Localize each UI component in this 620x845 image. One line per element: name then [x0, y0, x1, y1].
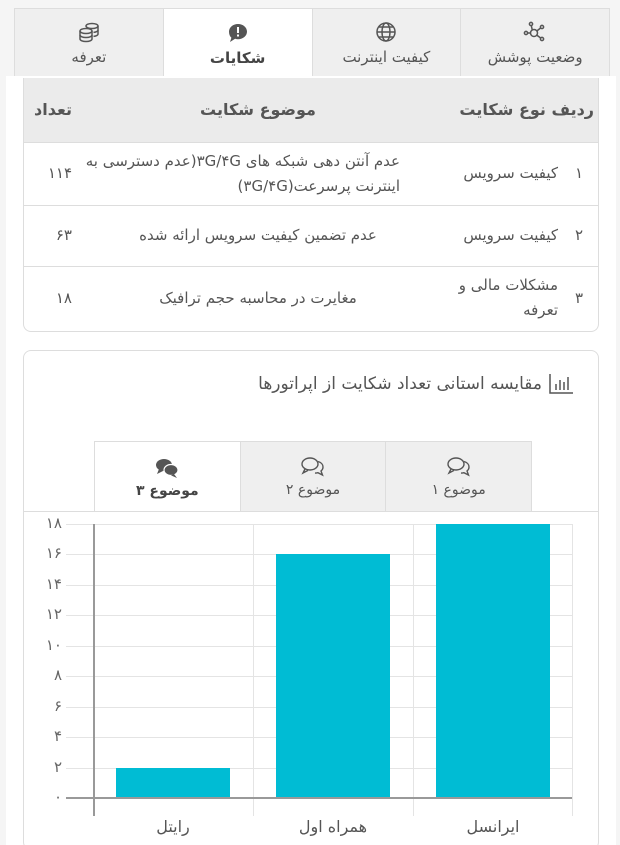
row-subject: مغایرت در محاسبه حجم ترافیک	[76, 266, 440, 330]
row-index: ۱	[560, 142, 598, 205]
chart-title-text: مقایسه استانی تعداد شکایت از اپراتورها	[258, 374, 542, 394]
table-row	[24, 205, 598, 266]
row-count: ۱۱۴	[24, 142, 76, 205]
tab-tariff[interactable]	[15, 9, 163, 76]
bar-irancell[interactable]	[436, 524, 550, 798]
complaints-table	[24, 78, 598, 330]
grid-line	[572, 524, 573, 816]
row-type: مشکلات مالی و تعرفه	[440, 266, 560, 330]
row-subject: عدم تضمین کیفیت سرویس ارائه شده	[76, 205, 440, 266]
tab-topic-3[interactable]	[95, 442, 240, 513]
y-tick: ۱۶	[45, 544, 62, 562]
topic-tabs	[94, 441, 532, 511]
header-count: تعداد	[34, 100, 72, 120]
y-tick: ۴	[53, 727, 62, 745]
x-axis	[66, 797, 572, 799]
chat-bubbles-outline-icon	[300, 456, 326, 478]
x-label: همراه اول	[298, 817, 368, 836]
grid-line	[413, 524, 414, 816]
row-index: ۲	[560, 205, 598, 266]
tab-label: وضعیت پوشش	[487, 47, 583, 66]
y-axis	[93, 524, 95, 816]
y-tick: ۰	[53, 788, 62, 806]
row-type: کیفیت سرویس	[440, 142, 560, 205]
row-index: ۳	[560, 266, 598, 330]
header-index-type: ردیف نوع شکایت	[459, 100, 594, 120]
y-tick: ۱۴	[45, 575, 62, 593]
tab-label: موضوع ۳	[135, 482, 199, 499]
tab-label: شکایات	[209, 48, 266, 67]
row-count: ۱۸	[24, 266, 76, 330]
tab-label: موضوع ۲	[285, 481, 341, 498]
grid-line	[253, 524, 254, 816]
main-tabs	[14, 8, 610, 76]
tab-internet-quality[interactable]	[312, 9, 461, 76]
y-tick: ۲	[53, 758, 62, 776]
table-row	[24, 142, 598, 205]
chart-title	[258, 373, 574, 395]
complaints-table-card	[23, 78, 599, 332]
bar-chart-icon	[548, 373, 574, 395]
table-row	[24, 266, 598, 330]
x-label: رایتل	[156, 817, 190, 836]
coins-stack-icon	[77, 20, 101, 44]
y-tick: ۱۰	[45, 636, 62, 654]
y-tick: ۱۸	[45, 514, 62, 532]
operator-complaints-chart-card	[23, 350, 599, 845]
chat-bubbles-outline-icon	[446, 456, 472, 478]
y-tick: ۸	[53, 666, 62, 684]
tab-topic-1[interactable]	[385, 442, 531, 511]
bar-hamrah-aval[interactable]	[276, 554, 390, 798]
header-subject: موضوع شکایت	[200, 100, 316, 120]
row-type: کیفیت سرویس	[440, 205, 560, 266]
globe-icon	[374, 20, 398, 44]
alert-speech-bubble-icon	[226, 21, 250, 45]
bar-chart	[24, 511, 600, 845]
tab-complaints[interactable]	[163, 9, 312, 78]
tab-topic-2[interactable]	[240, 442, 386, 511]
row-count: ۶۳	[24, 205, 76, 266]
bar-rightel[interactable]	[116, 768, 230, 798]
tab-label: موضوع ۱	[431, 481, 486, 498]
tab-label: تعرفه	[71, 47, 107, 66]
y-tick: ۶	[53, 697, 62, 715]
y-tick: ۱۲	[45, 605, 62, 623]
table-header-row	[24, 78, 598, 142]
network-hub-icon	[523, 20, 547, 44]
content-panel	[6, 76, 616, 845]
tab-coverage-status[interactable]	[460, 9, 609, 76]
x-label: ایرانسل	[466, 817, 520, 836]
chat-bubbles-filled-icon	[154, 457, 180, 479]
row-subject: عدم آنتن دهی شبکه های ۳G/۴G(عدم دسترسی به اینترنت پرسرعت(۳G/۴G)	[76, 142, 440, 205]
tab-label: کیفیت اینترنت	[342, 47, 431, 66]
